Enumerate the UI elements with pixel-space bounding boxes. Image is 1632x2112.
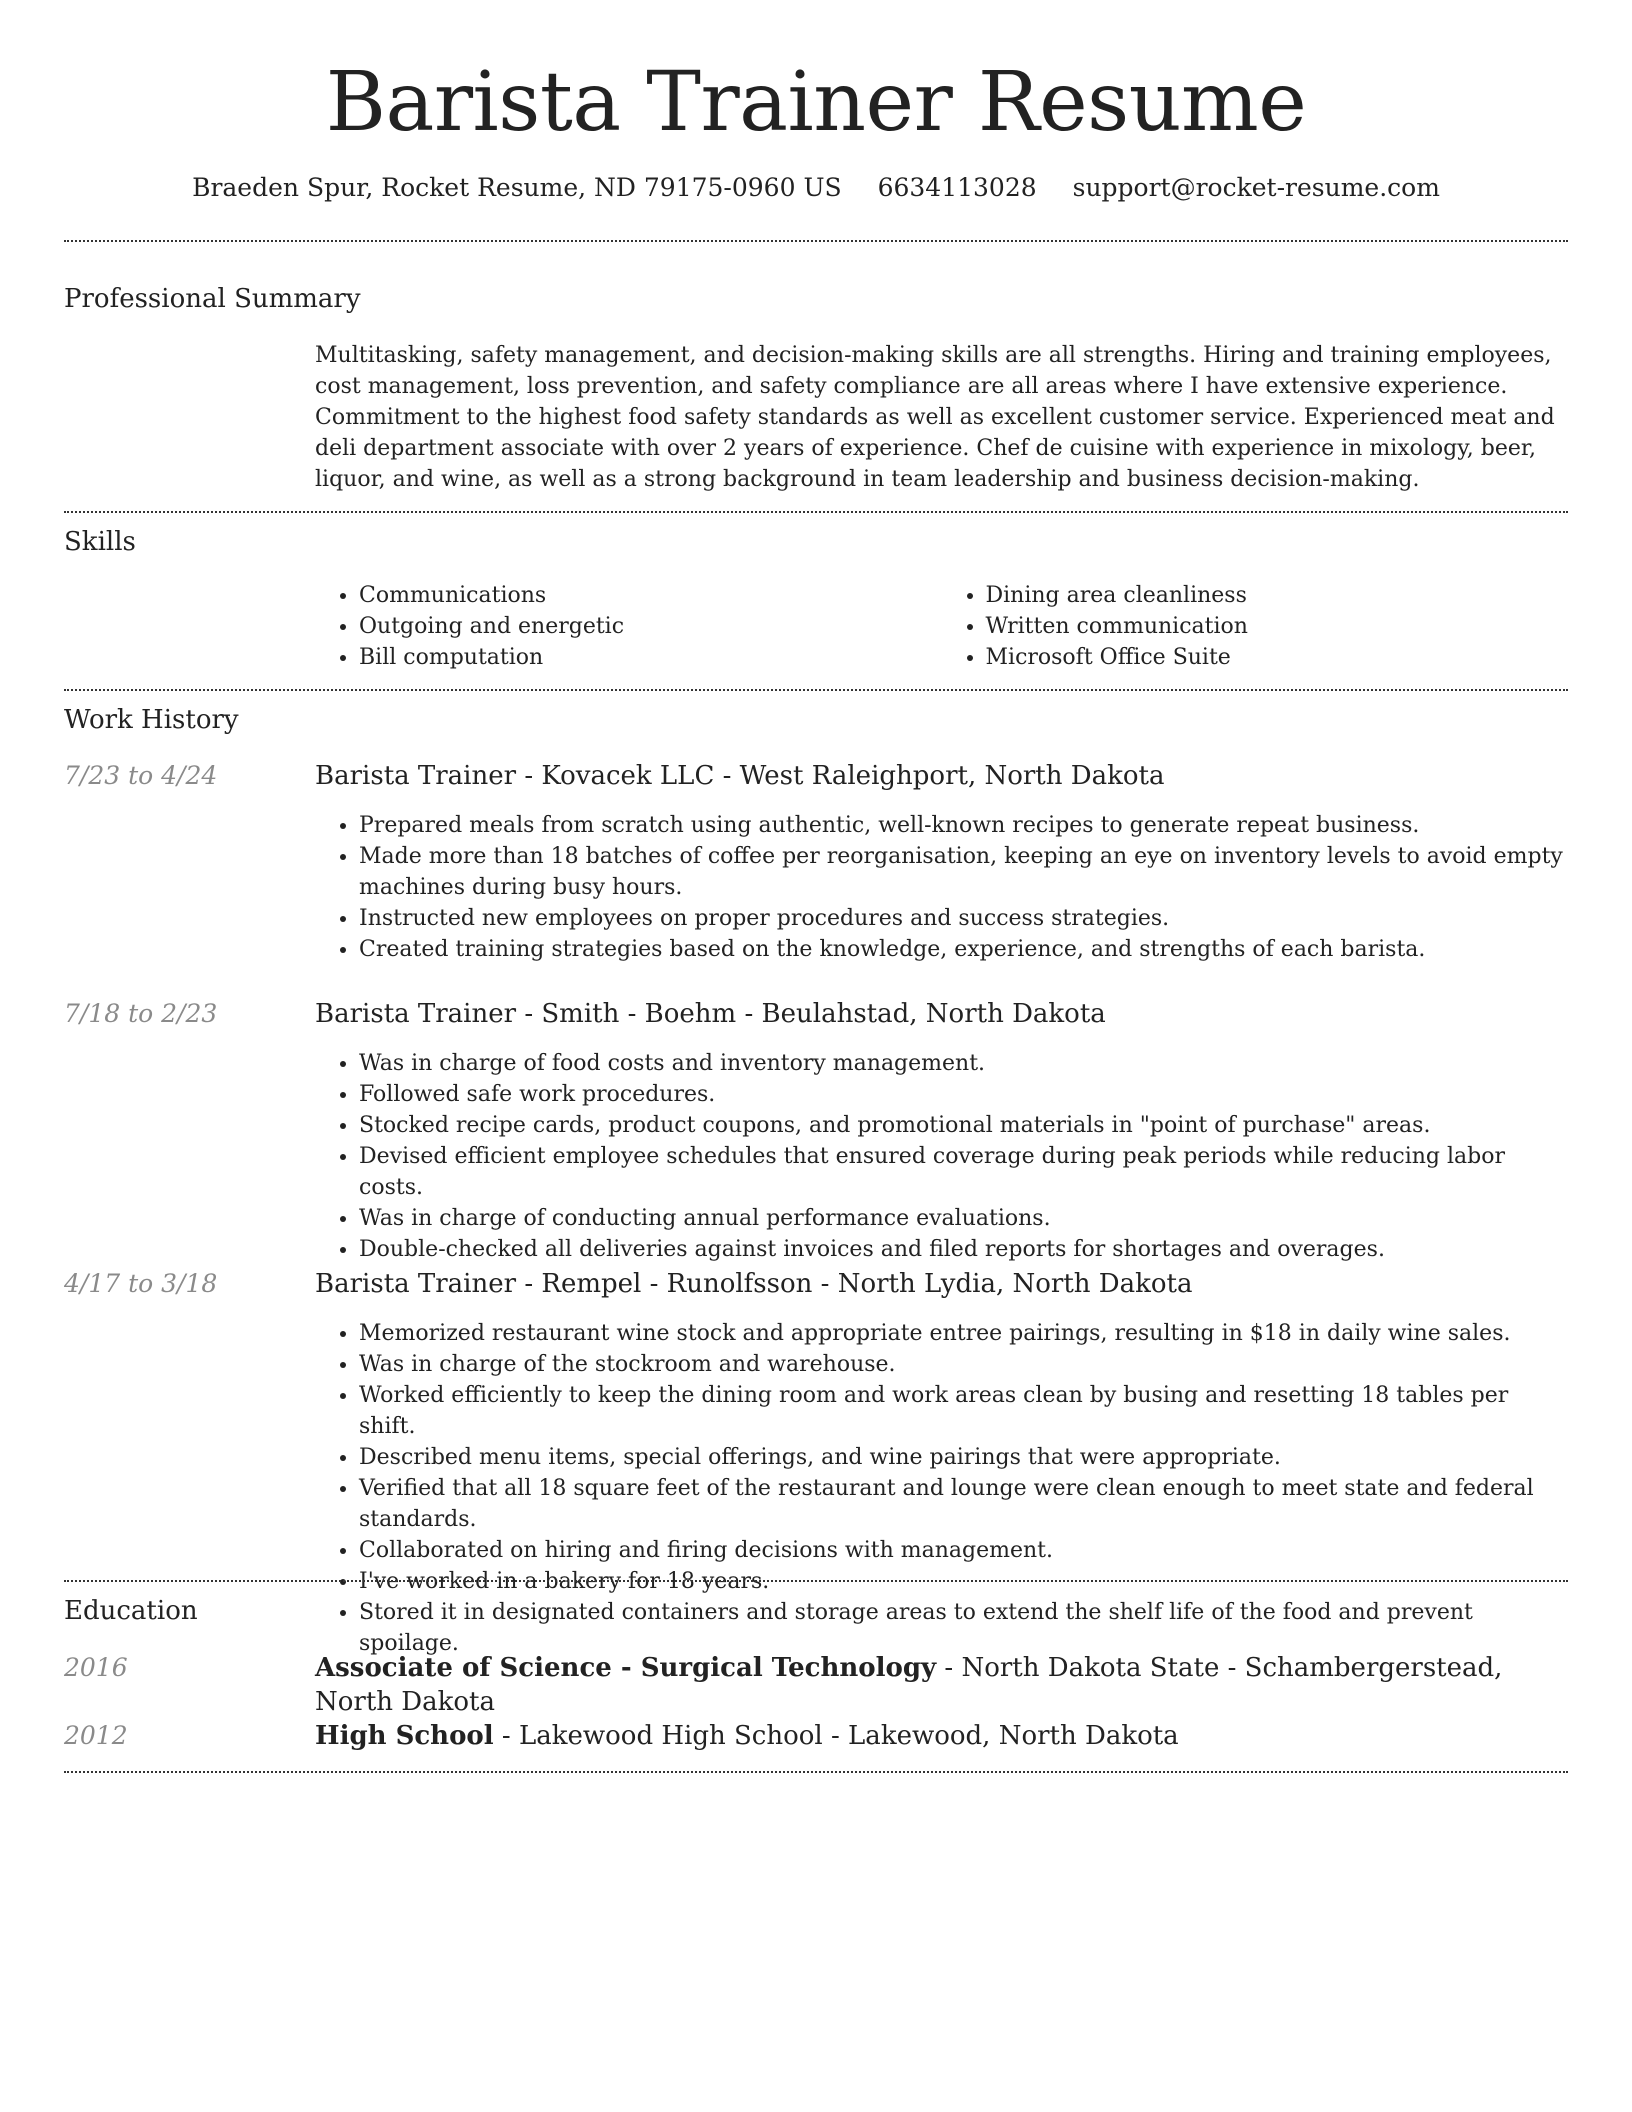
education-details: - North Dakota State - Schambergerstead, North Dakota [315,1653,1503,1717]
job-bullets [315,1048,1568,1265]
job-bullets [315,1318,1568,1659]
skills-heading: Skills [64,527,136,557]
skill-item: • Written communication [986,611,1569,642]
job-dates: 7/23 to 4/24 [64,761,218,790]
job-bullet: • Described menu items, special offerings, and wine pairings that were appropriate. [359,1442,1568,1473]
job-title: Barista Trainer - Smith - Boehm - Beulahstad, North Dakota [315,999,1106,1029]
education-entry [315,1719,1179,1753]
divider [64,1580,1568,1582]
job-bullet: • Was in charge of conducting annual performance evaluations. [359,1203,1568,1234]
job-bullet: • Verified that all 18 square feet of the restaurant and lounge were clean enough to meet state and federal standards. [359,1473,1568,1535]
job-title: Barista Trainer - Rempel - Runolfsson - North Lydia, North Dakota [315,1269,1193,1299]
job-bullet: • Double-checked all deliveries against invoices and filed reports for shortages and overages. [359,1234,1568,1265]
job-bullet: • Created training strategies based on the knowledge, experience, and strengths of each barista. [359,934,1568,965]
education-year: 2016 [64,1653,128,1682]
skill-item: • Communications [359,580,942,611]
education-details: - Lakewood High School - Lakewood, North Dakota [493,1721,1179,1751]
job-bullet: • I've worked in a bakery for 18 years. [359,1566,1568,1597]
divider [64,511,1568,513]
job-bullet: • Was in charge of food costs and inventory management. [359,1048,1568,1079]
skills-column-1 [315,580,942,673]
job-bullet: • Instructed new employees on proper procedures and success strategies. [359,903,1568,934]
job-title: Barista Trainer - Kovacek LLC - West Raleighport, North Dakota [315,761,1165,791]
job-bullet: • Devised efficient employee schedules that ensured coverage during peak periods while reducing labor costs. [359,1141,1568,1203]
education-degree: Associate of Science - Surgical Technology [315,1653,937,1683]
education-degree: High School [315,1721,494,1751]
skill-item: • Bill computation [359,642,942,673]
job-bullet: • Stored it in designated containers and storage areas to extend the shelf life of the food and prevent spoilage. [359,1597,1568,1659]
skills-column-2 [942,580,1569,673]
education-year: 2012 [64,1721,128,1750]
education-heading: Education [64,1596,198,1626]
job-bullet: • Stocked recipe cards, product coupons, and promotional materials in "point of purchase" areas. [359,1110,1568,1141]
job-bullet: • Prepared meals from scratch using authentic, well-known recipes to generate repeat business. [359,810,1568,841]
education-entry [315,1651,1568,1719]
resume-title: Barista Trainer Resume [325,55,1307,150]
job-bullet: • Was in charge of the stockroom and warehouse. [359,1349,1568,1380]
work-heading: Work History [64,705,239,735]
divider [64,689,1568,691]
divider [64,1771,1568,1773]
job-bullet: • Worked efficiently to keep the dining room and work areas clean by busing and resetting 18 tables per shift. [359,1380,1568,1442]
summary-text: Multitasking, safety management, and decision-making skills are all strengths. Hiring and training employees, cost management, loss prevention, and safety compliance are all areas where I have extensive experience. Commitment to the highest food safety standards as well as excellent customer service. Experienced meat and deli department associate with over 2 years of experience. Chef de cuisine with experience in mixology, beer, liquor, and wine, as well as a strong background in team leadership and business decision-making. [315,343,1555,492]
divider [64,240,1568,242]
job-dates: 4/17 to 3/18 [64,1269,218,1298]
contact-email: support@rocket-resume.com [1072,173,1440,202]
contact-address: Braeden Spur, Rocket Resume, ND 79175-0960 US [192,173,842,202]
job-bullets [315,810,1568,965]
job-dates: 7/18 to 2/23 [64,999,218,1028]
summary-section [315,340,1568,495]
job-bullet: • Made more than 18 batches of coffee per reorganisation, keeping an eye on inventory levels to avoid empty machines during busy hours. [359,841,1568,903]
contact-line [64,168,1568,208]
job-bullet: • Memorized restaurant wine stock and appropriate entree pairings, resulting in $18 in daily wine sales. [359,1318,1568,1349]
skill-item: • Outgoing and energetic [359,611,942,642]
job-bullet: • Followed safe work procedures. [359,1079,1568,1110]
skill-item: • Dining area cleanliness [986,580,1569,611]
contact-phone: 6634113028 [877,173,1037,202]
skill-item: • Microsoft Office Suite [986,642,1569,673]
skills-list [315,580,1568,673]
job-bullet: • Collaborated on hiring and firing decisions with management. [359,1535,1568,1566]
summary-heading: Professional Summary [64,284,361,314]
